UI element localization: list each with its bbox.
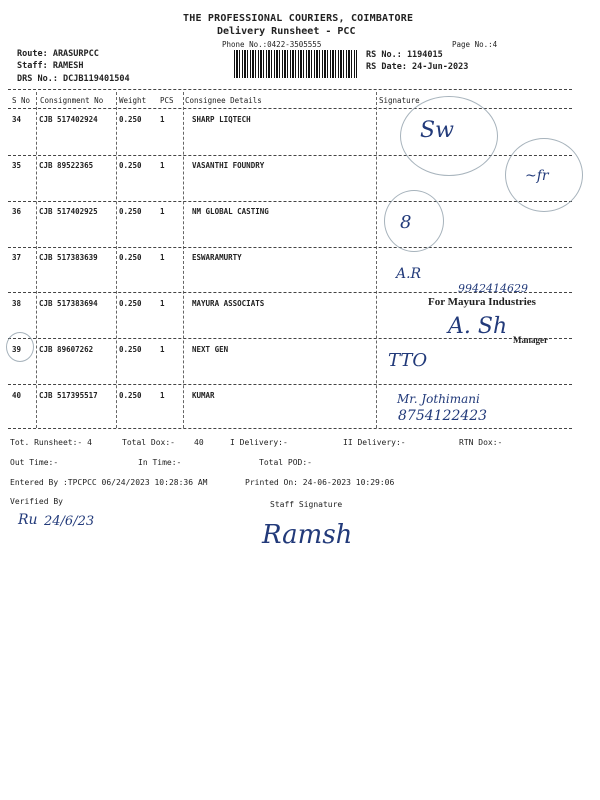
mayura-stamp-line1: For Mayura Industries	[428, 296, 536, 308]
signature-39: TTO	[388, 350, 428, 371]
staff-signature-label: Staff Signature	[270, 500, 343, 509]
row-consignee: NM GLOBAL CASTING	[192, 207, 269, 216]
table-top-rule	[8, 89, 572, 90]
verified-date: 24/6/23	[44, 514, 95, 529]
row-weight: 0.250	[119, 299, 142, 308]
row-pcs: 1	[160, 115, 165, 124]
signature-38: A. Sh	[448, 314, 508, 339]
name-40: Mr. Jothimani	[397, 392, 480, 406]
out-time: Out Time:-	[10, 458, 59, 467]
in-time: In Time:-	[138, 458, 182, 467]
table-row	[8, 161, 578, 175]
row-weight: 0.250	[119, 253, 142, 262]
staff: Staff: RAMESH	[17, 61, 84, 71]
entered-by: Entered By :TPCPCC 06/24/2023 10:28:36 AM	[10, 478, 208, 487]
row-sno: 36	[12, 207, 22, 216]
verified-signature: Ru	[18, 512, 38, 528]
row-consignment: CJB 517402924	[39, 115, 98, 124]
table-row	[8, 207, 578, 221]
total-dox-label: Total Dox:-	[122, 438, 175, 447]
i-delivery: I Delivery:-	[230, 438, 288, 447]
signature-37: A.R	[396, 266, 422, 282]
ii-delivery: II Delivery:-	[343, 438, 406, 447]
col-weight: Weight	[119, 96, 147, 105]
row-consignment: CJB 517395517	[39, 391, 98, 400]
row-consignment: CJB 517383694	[39, 299, 98, 308]
row-weight: 0.250	[119, 207, 142, 216]
col-consignment: Consignment No	[40, 96, 104, 105]
row-consignee: VASANTHI FOUNDRY	[192, 161, 265, 170]
row-pcs: 1	[160, 253, 165, 262]
row-consignee: MAYURA ASSOCIATS	[192, 299, 265, 308]
row-pcs: 1	[160, 391, 165, 400]
table-header-rule	[8, 108, 572, 109]
printed-on: Printed On: 24-06-2023 10:29:06	[245, 478, 395, 487]
route: Route: ARASURPCC	[17, 49, 99, 59]
barcode	[234, 50, 357, 78]
row-weight: 0.250	[119, 161, 142, 170]
col-consignee: Consignee Details	[185, 96, 262, 105]
signature-35: ~fr	[525, 168, 549, 184]
table-bottom-rule	[8, 428, 572, 429]
row-pcs: 1	[160, 345, 165, 354]
total-dox-value: 40	[194, 438, 204, 447]
row-weight: 0.250	[119, 345, 142, 354]
staff-signature: Ramsh	[262, 520, 353, 550]
row-consignee: KUMAR	[192, 391, 215, 400]
row-consignment: CJB 517402925	[39, 207, 98, 216]
row-consignment: CJB 89522365	[39, 161, 94, 170]
table-row	[8, 391, 578, 405]
company-stamp	[384, 190, 444, 252]
table-row	[8, 253, 578, 267]
signature-36: 8	[400, 212, 412, 233]
phone-37: 9942414629	[458, 282, 528, 295]
row-consignment: CJB 89607262	[39, 345, 94, 354]
drs-number: DRS No.: DCJB119401504	[17, 74, 130, 84]
mayura-stamp-line2: Manager	[513, 335, 548, 345]
row-pcs: 1	[160, 299, 165, 308]
col-pcs: PCS	[160, 96, 174, 105]
col-sno: S No	[12, 96, 31, 105]
signature-34: Sw	[420, 118, 454, 143]
row-sno: 40	[12, 391, 22, 400]
row-weight: 0.250	[119, 391, 142, 400]
row-39-mark	[6, 332, 34, 362]
phone-40: 8754122423	[398, 408, 488, 424]
row-pcs: 1	[160, 207, 165, 216]
rs-date: RS Date: 24-Jun-2023	[366, 62, 469, 72]
phone-number: Phone No.:0422-3505555	[222, 40, 322, 49]
row-sno: 34	[12, 115, 22, 124]
page-number: Page No.:4	[452, 40, 498, 49]
row-consignment: CJB 517383639	[39, 253, 98, 262]
row-consignee: SHARP LIQTECH	[192, 115, 251, 124]
row-weight: 0.250	[119, 115, 142, 124]
row-consignee: ESWARAMURTY	[192, 253, 242, 262]
rs-number: RS No.: 1194015	[366, 50, 443, 60]
rtn-dox: RTN Dox:-	[459, 438, 503, 447]
col-signature: Signature	[379, 96, 420, 105]
row-sno: 38	[12, 299, 22, 308]
table-row	[8, 345, 578, 359]
verified-by: Verified By	[10, 497, 63, 506]
row-sno: 35	[12, 161, 22, 170]
row-pcs: 1	[160, 161, 165, 170]
company-name: THE PROFESSIONAL COURIERS, COIMBATORE	[183, 13, 414, 24]
row-consignee: NEXT GEN	[192, 345, 229, 354]
total-runsheet: Tot. Runsheet:- 4	[10, 438, 92, 447]
row-sno: 37	[12, 253, 22, 262]
row-sno: 39	[12, 345, 22, 354]
document-title: Delivery Runsheet - PCC	[217, 26, 356, 37]
total-pod: Total POD:-	[259, 458, 312, 467]
